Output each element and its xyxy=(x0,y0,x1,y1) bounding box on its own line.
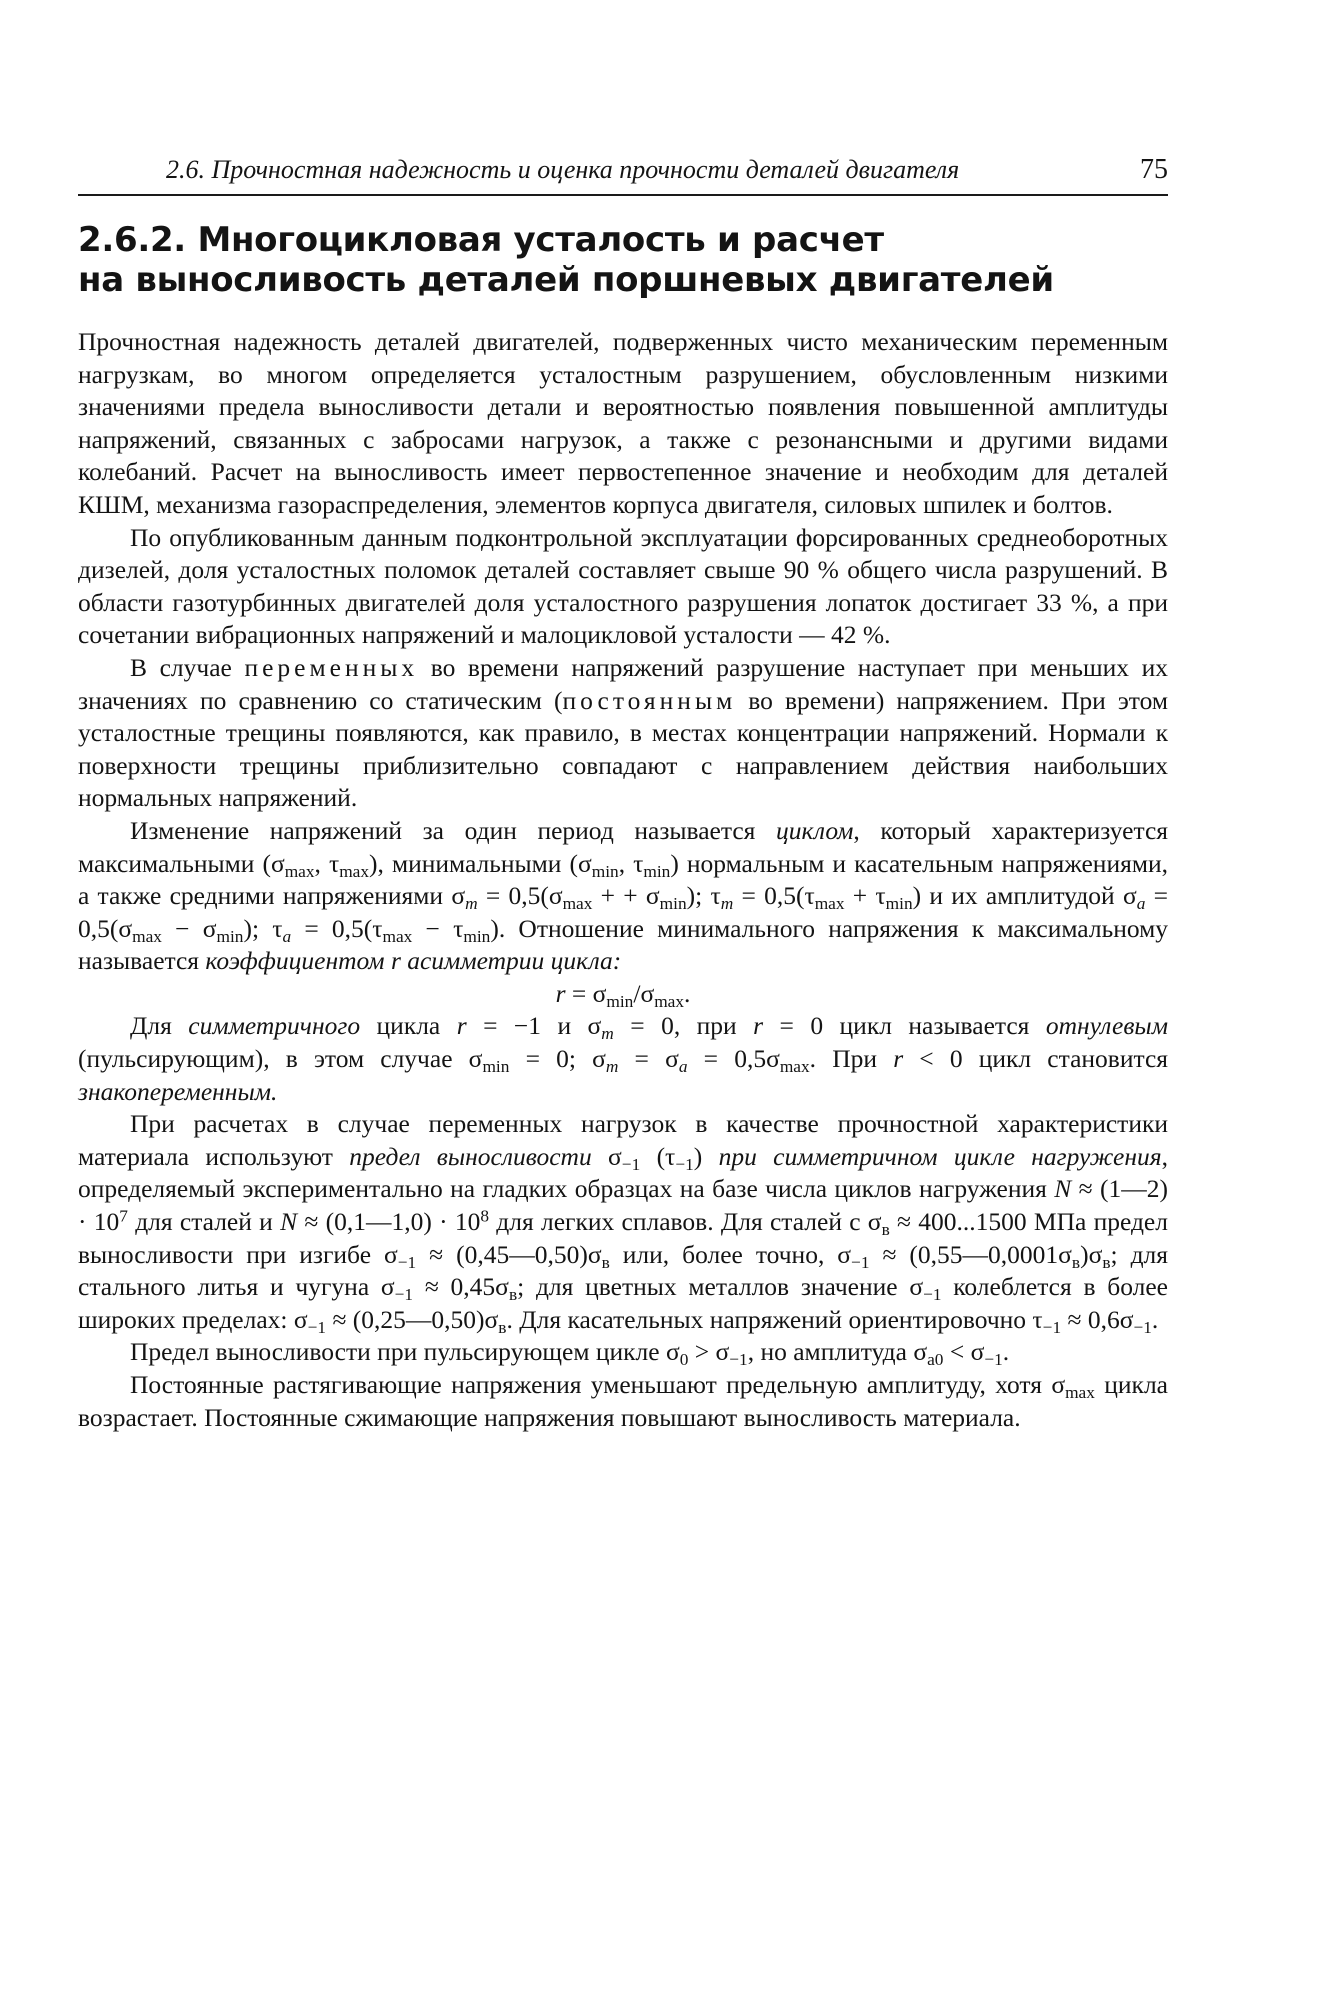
term-symmetric-loading: при симметричном цикле нагружения xyxy=(718,1141,1162,1171)
page-number: 75 xyxy=(1140,154,1168,185)
term-alternating: знакопеременным. xyxy=(78,1076,278,1106)
paragraph-2: По опубликованным данным подконтрольной эксплуатации форсированных среднеоборотных дизелей, доля усталостных поломок деталей составляет свыше 90 % общего числа разрушений. В области газотурбинных двигателей доля усталостного разрушения лопаток достигает 33 %, а при сочетании вибрационных напряжений и малоцикловой усталости — 42 %. xyxy=(78,522,1168,650)
paragraph-3: В случае переменных во времени напряжений разрушение наступает при меньших их значениях по сравнению со статическим (постоянным во времени) напряжением. При этом усталостные трещины появляются, как правило, в местах концентрации напряжений. Нормали к поверхности трещины приблизительно совпадают с направлением действия наибольших нормальных напряжений. xyxy=(78,652,1168,813)
section-heading-line-1: 2.6.2. Многоцикловая усталость и расчет xyxy=(78,220,884,260)
term-zero-cycle: отнулевым xyxy=(1045,1011,1168,1041)
term-endurance-limit: предел выносливости xyxy=(349,1141,592,1171)
term-cycle: циклом xyxy=(775,815,854,845)
term-asymmetry-coefficient: коэффициентом r асимметрии цикла: xyxy=(205,946,622,976)
paragraph-5: Для симметричного цикла r = −1 и $\sigma_m = 0$, при r = 0 цикл называется отнулевым (пульсирующим), в этом случае $\sigma_{min} = 0$; $\sigma_m = \sigma_a = 0,5\sigma_{max}$. При r < 0 цикл становится знакопеременным. xyxy=(78,1011,1168,1106)
body-text xyxy=(78,326,1168,1434)
section-heading xyxy=(78,220,1168,300)
paragraph-1: Прочностная надежность деталей двигателей, подверженных чисто механическим переменным нагрузкам, во многом определяется усталостным разрушением, обусловленным низкими значениями предела выносливости детали и вероятностью появления повышенной амплитуды напряжений, связанных с забросами нагрузок, а также с резонансными и другими видами колебаний. Расчет на выносливость имеет первостепенное значение и необходим для деталей КШМ, механизма газораспределения, элементов корпуса двигателя, силовых шпилек и болтов. xyxy=(78,327,1168,519)
paragraph-6: При расчетах в случае переменных нагрузок в качестве прочностной характеристики материала используют предел выносливости $\sigma_{-1}$ $(\tau_{-1})$ при симметричном цикле нагружения, определяемый экспериментально на гладких образцах на базе числа циклов нагружения N ≈ (1—2) · $10^7$ для сталей и N ≈ (0,1—1,0) · $10^8$ для легких сплавов. Для сталей с $\sigma_в \approx 400...1500$ МПа предел выносливости при изгибе $\sigma_{-1}$ ≈ $(0,45—0,50)\sigma_в$ или, более точно, $\sigma_{-1}$ ≈ $(0,55—0,0001\sigma_в)\sigma_в$; для стального литья и чугуна $\sigma_{-1} \approx 0,45\sigma_в$; для цветных металлов значение $\sigma_{-1}$ колеблется в более широких пределах: $\sigma_{-1}$ ≈ $(0,25—0,50)\sigma_в$. Для касательных напряжений ориентировочно $\tau_{-1} \approx 0,6\sigma_{-1}$. xyxy=(78,1109,1169,1337)
section-heading-line-2: на выносливость деталей поршневых двигателей xyxy=(78,260,1054,300)
paragraph-8: Постоянные растягивающие напряжения уменьшают предельную амплитуду, хотя $\sigma_{max}$ цикла возрастает. Постоянные сжимающие напряжения повышают выносливость материала. xyxy=(78,1370,1168,1432)
paragraph-4: Изменение напряжений за один период называется циклом, который характеризуется максимальными ($\sigma_{max}$, $\tau_{max}$), минимальными ($\sigma_{min}$, $\tau_{min}$) нормальным и касательным напряжениями, а также средними напряжениями $\sigma_m = 0,5(\sigma_{max}$ + + $\sigma_{min}$); $\tau_m = 0,5(\tau_{max} + \tau_{min})$ и их амплитудой $\sigma_a = 0,5(\sigma_{max} - \sigma_{min})$; $\tau_a = 0,5(\tau_{max} - \tau_{min})$. Отношение минимального напряжения к максимальному называется коэффициентом r асимметрии цикла: xyxy=(78,815,1168,976)
spaced-word: постоянным xyxy=(562,685,737,715)
running-head-title: 2.6. Прочностная надежность и оценка прочности деталей двигателя xyxy=(166,155,960,184)
spaced-word: переменных xyxy=(244,652,419,682)
paragraph-7: Предел выносливости при пульсирующем цикле $\sigma_0 > \sigma_{-1}$, но амплитуда $\sigma_{a0} < \sigma_{-1}$. xyxy=(130,1337,1010,1370)
term-symmetric: симметричного xyxy=(188,1011,361,1041)
running-head xyxy=(78,150,1168,196)
formula-asymmetry: $r = \sigma_{min}/\sigma_{max}$. xyxy=(555,978,691,1012)
